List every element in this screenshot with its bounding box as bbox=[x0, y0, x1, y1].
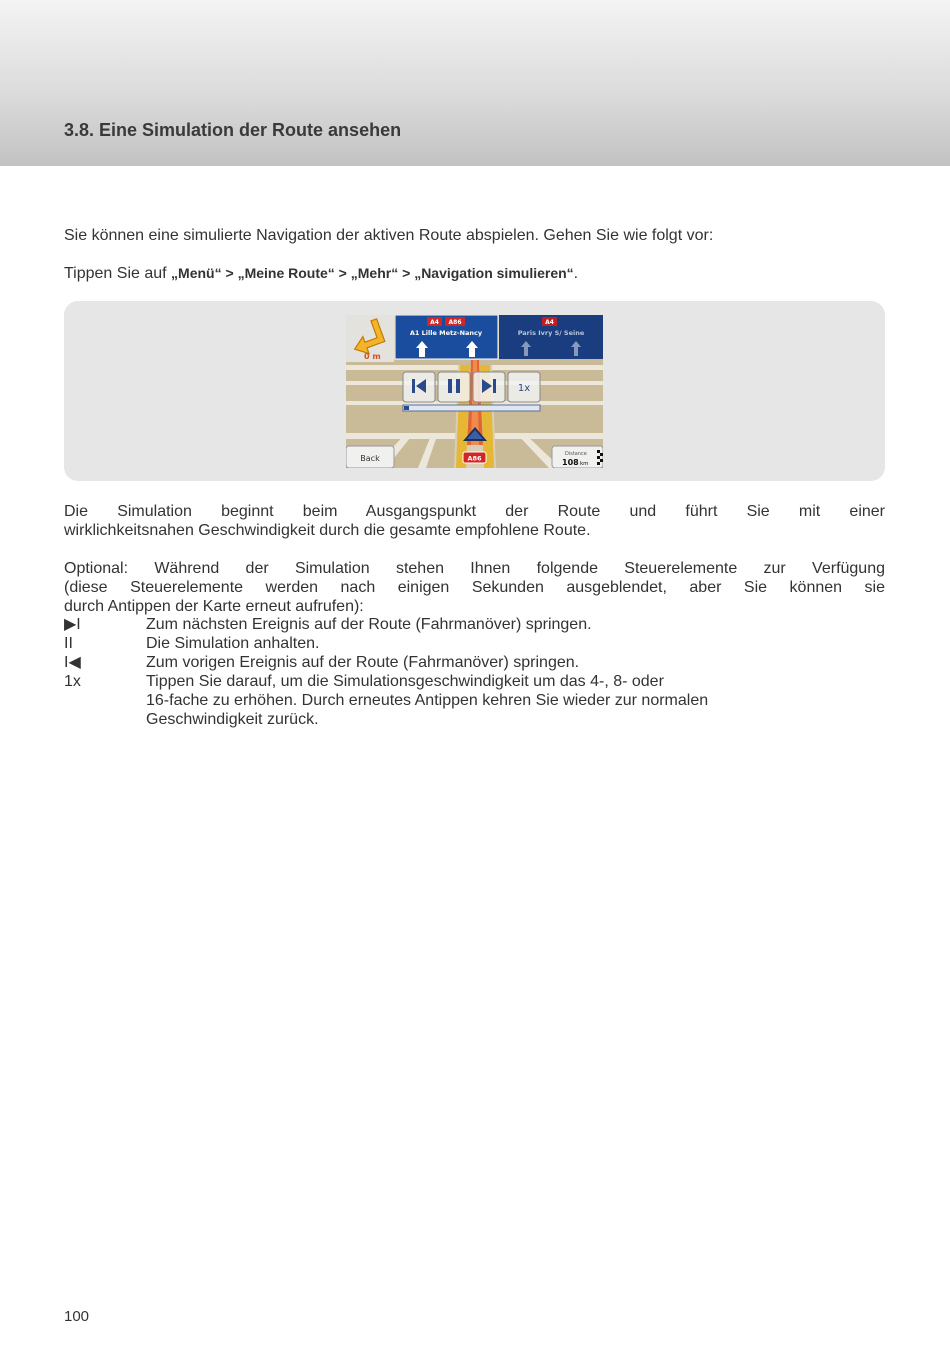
header-band bbox=[0, 0, 950, 166]
control-description-line: Tippen Sie darauf, um die Simulationsgeschwindigkeit um das 4-, 8- oder bbox=[146, 673, 664, 690]
control-description-line: Geschwindigkeit zurück. bbox=[146, 711, 319, 728]
simulation-description-line-1: Die Simulation beginnt beim Ausgangspunkt der Route und führt Sie mit einer bbox=[64, 503, 885, 520]
optional-controls-intro bbox=[64, 559, 885, 616]
intro-line-2-prefix: Tippen Sie auf bbox=[64, 265, 172, 282]
turn-distance: 0 m bbox=[364, 352, 381, 361]
sign-right-text: Paris Ivry S/ Seine bbox=[517, 329, 585, 337]
speed-button[interactable] bbox=[508, 372, 540, 402]
sign-right-badge: A4 bbox=[545, 319, 554, 326]
optional-controls-line-1: Optional: Während der Simulation stehen Ihnen folgende Steuerelemente zur Verfügung bbox=[64, 560, 885, 577]
optional-controls-line-2: (diese Steuerelemente werden nach einigen Sekunden ausgeblendet, aber Sie können sie bbox=[64, 579, 885, 596]
back-button-label: Back bbox=[360, 454, 380, 463]
simulation-description-line-2: wirklichkeitsnahen Geschwindigkeit durch die gesamte empfohlene Route. bbox=[64, 522, 591, 539]
menu-path-sep-1: > bbox=[221, 265, 238, 281]
control-item-pause bbox=[64, 634, 885, 653]
control-description: Die Simulation anhalten. bbox=[146, 635, 320, 652]
controls-list bbox=[64, 615, 885, 729]
control-description bbox=[146, 672, 885, 729]
sign-left-badge-2: A86 bbox=[448, 319, 462, 326]
intro-line-1: Sie können eine simulierte Navigation der aktiven Route abspielen. Gehen Sie wie folgt vor: bbox=[64, 227, 714, 244]
sign-left-text: A1 Lille Metz-Nancy bbox=[409, 329, 483, 337]
pause-icon bbox=[448, 379, 452, 393]
menu-path-sep-2: > bbox=[334, 265, 351, 281]
intro-line-2 bbox=[64, 264, 885, 283]
menu-path-sep-3: > bbox=[398, 265, 415, 281]
next-event-icon: ▶I bbox=[64, 616, 81, 633]
control-description-line: 16-fache zu erhöhen. Durch erneutes Antippen kehren Sie wieder zur normalen bbox=[146, 692, 709, 709]
distance-panel[interactable] bbox=[552, 446, 603, 468]
speed-label: 1x bbox=[64, 673, 81, 690]
pause-icon: II bbox=[64, 635, 73, 652]
previous-event-icon: I◀ bbox=[64, 654, 81, 671]
pause-button[interactable] bbox=[438, 372, 470, 402]
control-item-next bbox=[64, 615, 885, 634]
previous-event-button[interactable] bbox=[403, 372, 435, 402]
control-item-speed bbox=[64, 672, 885, 729]
speed-button-label: 1x bbox=[517, 383, 531, 394]
optional-controls-line-3: durch Antippen der Karte erneut aufrufen): bbox=[64, 598, 364, 615]
simulation-progress-bar[interactable] bbox=[403, 405, 540, 411]
next-event-button[interactable] bbox=[473, 372, 505, 402]
distance-value: 108 bbox=[562, 458, 579, 467]
menu-path-my-route: „Meine Route“ bbox=[237, 265, 335, 281]
intro-line-2-suffix: . bbox=[573, 265, 579, 282]
simulation-description bbox=[64, 502, 885, 540]
road-badge: A86 bbox=[467, 454, 482, 463]
section-title: 3.8. Eine Simulation der Route ansehen bbox=[64, 120, 402, 140]
control-description: Zum nächsten Ereignis auf der Route (Fahrmanöver) springen. bbox=[146, 616, 592, 633]
distance-unit: km bbox=[580, 461, 589, 467]
control-description: Zum vorigen Ereignis auf der Route (Fahrmanöver) springen. bbox=[146, 654, 580, 671]
menu-path-menu: „Menü“ bbox=[171, 265, 222, 281]
sign-left-badge-1: A4 bbox=[430, 319, 439, 326]
control-item-previous bbox=[64, 653, 885, 672]
menu-path-simulate: „Navigation simulieren“ bbox=[414, 265, 574, 281]
menu-path-more: „Mehr“ bbox=[350, 265, 399, 281]
page-number: 100 bbox=[64, 1308, 90, 1325]
distance-label: Distance bbox=[565, 451, 587, 457]
back-button[interactable] bbox=[346, 446, 394, 468]
navigation-screenshot bbox=[346, 315, 603, 468]
